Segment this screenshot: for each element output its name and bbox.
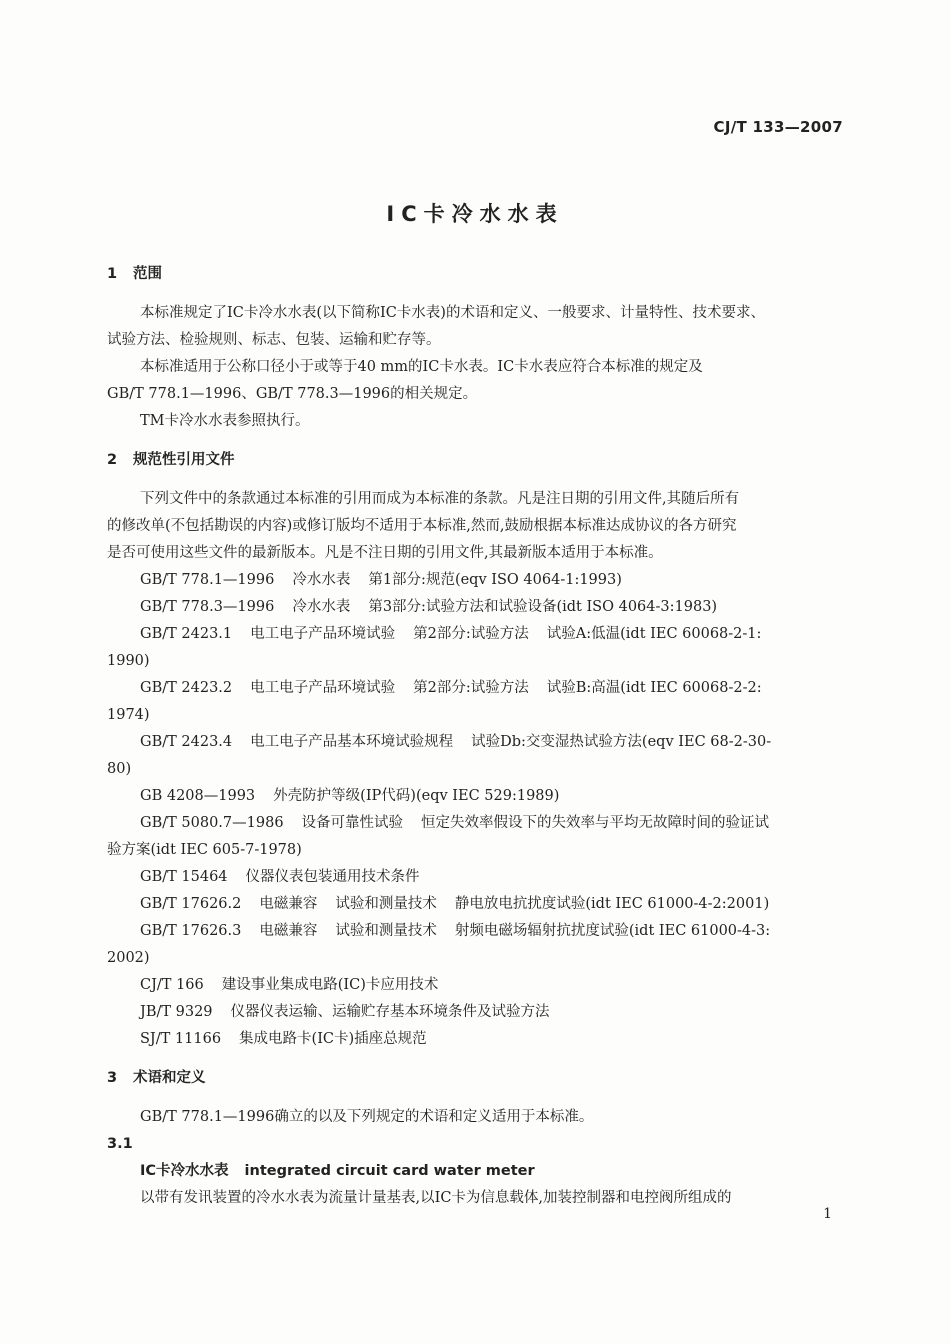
reference-item — [140, 787, 559, 805]
reference-item — [140, 976, 438, 994]
reference-code: GB/T 5080.7—1986 — [140, 815, 284, 831]
reference-title: 电磁兼容 — [259, 896, 318, 912]
reference-test: 试验A:低温(idt IEC 60068-2-1: — [546, 626, 762, 642]
section-title: 术语和定义 — [133, 1070, 206, 1086]
reference-title: 电磁兼容 — [259, 923, 318, 939]
term-chinese: IC卡冷水水表 — [140, 1163, 229, 1179]
reference-title: 外壳防护等级(IP代码)(eqv IEC 529:1989) — [273, 788, 560, 804]
paragraph-line: GB/T 778.1—1996、GB/T 778.3—1996的相关规定。 — [107, 386, 478, 402]
reference-item — [140, 679, 762, 697]
reference-part: 第3部分:试验方法和试验设备(idt ISO 4064-3:1983) — [368, 599, 718, 615]
reference-item — [140, 598, 717, 616]
reference-code: JB/T 9329 — [140, 1004, 213, 1020]
reference-code: GB/T 778.1—1996 — [140, 572, 275, 588]
term-english: integrated circuit card water meter — [244, 1163, 535, 1179]
subsection-number: 3.1 — [107, 1136, 133, 1152]
section-number: 1 — [107, 266, 118, 282]
section-number: 2 — [107, 452, 118, 468]
page-number: 1 — [823, 1206, 832, 1222]
reference-title: 仪器仪表包装通用技术条件 — [245, 869, 420, 885]
reference-continuation: 2002) — [107, 950, 150, 966]
reference-continuation: 1990) — [107, 653, 150, 669]
reference-part: 试验Db:交变湿热试验方法(eqv IEC 68-2-30- — [471, 734, 772, 750]
document-title: IC卡冷水水表 — [386, 202, 564, 226]
reference-part: 试验和测量技术 — [335, 896, 437, 912]
reference-code: GB 4208—1993 — [140, 788, 256, 804]
reference-code: GB/T 17626.2 — [140, 896, 242, 912]
section-title: 范围 — [133, 266, 162, 282]
reference-test: 静电放电抗扰度试验(idt IEC 61000-4-2:2001) — [454, 896, 770, 912]
paragraph-line: GB/T 778.1—1996确立的以及下列规定的术语和定义适用于本标准。 — [140, 1109, 594, 1125]
section-1-heading — [107, 265, 162, 283]
reference-continuation: 80) — [107, 761, 132, 777]
reference-part: 第2部分:试验方法 — [413, 626, 529, 642]
section-title: 规范性引用文件 — [133, 452, 235, 468]
reference-code: SJ/T 11166 — [140, 1031, 222, 1047]
reference-title: 冷水水表 — [292, 572, 351, 588]
reference-test: 射频电磁场辐射抗扰度试验(idt IEC 61000-4-3: — [454, 923, 771, 939]
standard-number: CJ/T 133—2007 — [713, 118, 843, 136]
reference-code: GB/T 778.3—1996 — [140, 599, 275, 615]
paragraph-line: 是否可使用这些文件的最新版本。凡是不注日期的引用文件,其最新版本适用于本标准。 — [107, 545, 663, 561]
reference-item — [140, 733, 771, 751]
reference-title: 电工电子产品基本环境试验规程 — [250, 734, 454, 750]
reference-title: 集成电路卡(IC卡)插座总规范 — [239, 1031, 427, 1047]
paragraph-line: 试验方法、检验规则、标志、包装、运输和贮存等。 — [107, 332, 441, 348]
term-entry — [140, 1162, 535, 1180]
section-number: 3 — [107, 1070, 118, 1086]
reference-continuation: 验方案(idt IEC 605-7-1978) — [107, 842, 302, 858]
reference-item — [140, 625, 761, 643]
reference-title: 建设事业集成电路(IC)卡应用技术 — [221, 977, 439, 993]
reference-code: GB/T 2423.1 — [140, 626, 233, 642]
section-2-heading — [107, 451, 235, 469]
reference-code: GB/T 17626.3 — [140, 923, 242, 939]
reference-code: GB/T 2423.2 — [140, 680, 233, 696]
reference-title: 电工电子产品环境试验 — [250, 680, 396, 696]
reference-code: GB/T 15464 — [140, 869, 228, 885]
paragraph-line: 本标准规定了IC卡冷水水表(以下简称IC卡水表)的术语和定义、一般要求、计量特性、技术要求、 — [140, 305, 765, 321]
reference-title: 电工电子产品环境试验 — [250, 626, 396, 642]
reference-item — [140, 922, 770, 940]
reference-code: CJ/T 166 — [140, 977, 204, 993]
reference-title: 设备可靠性试验 — [301, 815, 404, 831]
section-3-heading — [107, 1069, 206, 1087]
reference-part: 恒定失效率假设下的失效率与平均无故障时间的验证试 — [421, 815, 770, 831]
reference-item — [140, 1030, 427, 1048]
reference-title: 仪器仪表运输、运输贮存基本环境条件及试验方法 — [230, 1004, 550, 1020]
paragraph-line: 的修改单(不包括勘误的内容)或修订版均不适用于本标准,然而,鼓励根据本标准达成协议的各方研究 — [107, 518, 737, 534]
reference-item — [140, 571, 622, 589]
paragraph-line: 以带有发讯装置的冷水水表为流量计量基表,以IC卡为信息载体,加装控制器和电控阀所组成的 — [140, 1190, 732, 1206]
reference-part: 试验和测量技术 — [335, 923, 437, 939]
reference-item — [140, 895, 769, 913]
reference-item — [140, 868, 420, 886]
reference-title: 冷水水表 — [292, 599, 351, 615]
paragraph-line: 下列文件中的条款通过本标准的引用而成为本标准的条款。凡是注日期的引用文件,其随后所有 — [140, 491, 740, 507]
reference-code: GB/T 2423.4 — [140, 734, 233, 750]
reference-item — [140, 1003, 550, 1021]
reference-test: 试验B:高温(idt IEC 60068-2-2: — [546, 680, 762, 696]
reference-item — [140, 814, 769, 832]
reference-part: 第2部分:试验方法 — [413, 680, 529, 696]
paragraph-line: TM卡冷水水表参照执行。 — [140, 413, 310, 429]
paragraph-line: 本标准适用于公称口径小于或等于40 mm的IC卡水表。IC卡水表应符合本标准的规定及 — [140, 359, 703, 375]
reference-part: 第1部分:规范(eqv ISO 4064-1:1993) — [368, 572, 622, 588]
reference-continuation: 1974) — [107, 707, 150, 723]
